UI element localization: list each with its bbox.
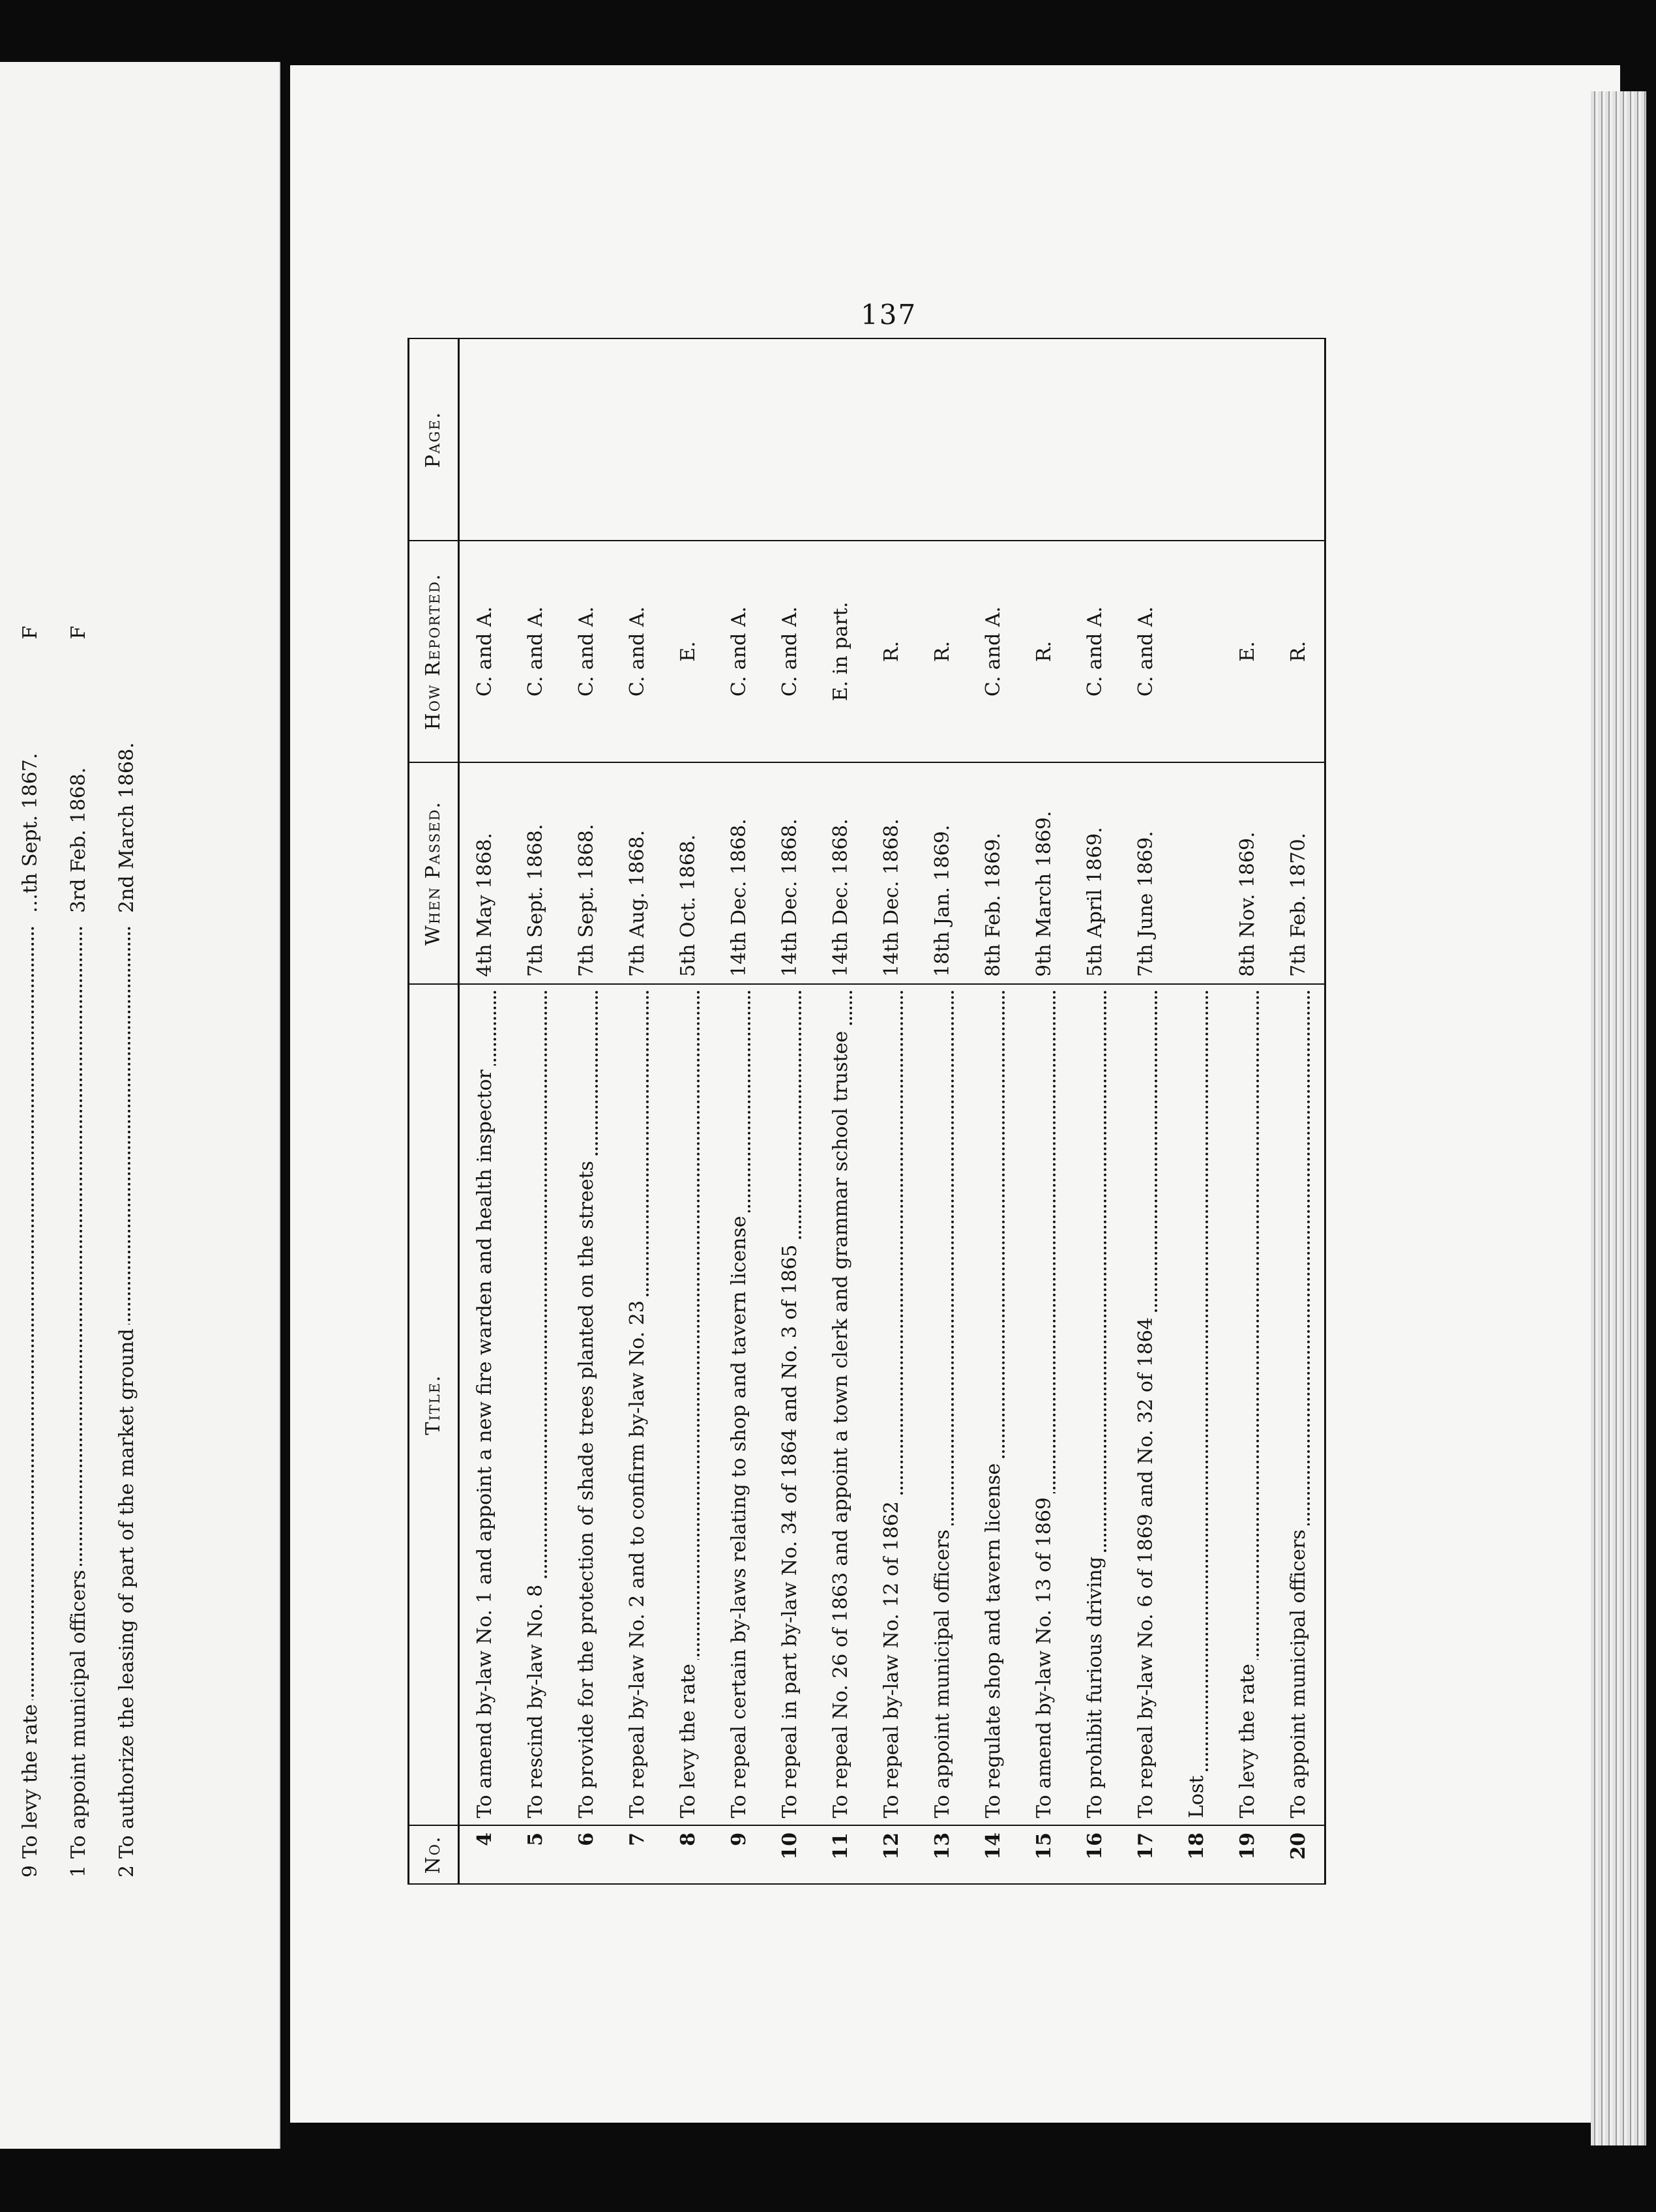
table-header-row — [409, 338, 459, 1884]
list-item-how-reported: F — [19, 625, 42, 640]
row-when-passed: 8th Feb. 1869. — [968, 762, 1019, 984]
row-title — [1172, 984, 1222, 1825]
row-number: 18 — [1172, 1825, 1222, 1884]
row-how-reported: C. and A. — [714, 541, 765, 762]
row-how-reported: C. and A. — [1121, 541, 1172, 762]
row-when-passed: 4th May 1868. — [458, 762, 510, 984]
bylaw-table-container — [407, 339, 1353, 1885]
row-title — [663, 984, 714, 1825]
row-title-text: To repeal in part by-law No. 34 of 1864 and No. 3 of 1865 — [778, 1241, 801, 1818]
row-title-text: To repeal by-law No. 6 of 1869 and No. 32 of 1864 — [1134, 1313, 1157, 1818]
row-how-reported: C. and A. — [561, 541, 612, 762]
row-how-reported: C. and A. — [968, 541, 1019, 762]
row-page — [917, 338, 968, 541]
row-when-passed: 7th Sept. 1868. — [561, 762, 612, 984]
table-row — [765, 338, 816, 1884]
row-page — [663, 338, 714, 541]
row-number: 10 — [765, 1825, 816, 1884]
row-how-reported: E. in part. — [816, 541, 866, 762]
row-number: 5 — [510, 1825, 561, 1884]
row-when-passed: 9th March 1869. — [1019, 762, 1070, 984]
row-how-reported: C. and A. — [458, 541, 510, 762]
list-item-title-text: To appoint municipal officers — [67, 1566, 90, 1859]
row-number: 9 — [714, 1825, 765, 1884]
row-when-passed: 14th Dec. 1868. — [816, 762, 866, 984]
row-number: 14 — [968, 1825, 1019, 1884]
row-title-text: To amend by-law No. 1 and appoint a new fire warden and health inspector — [473, 1066, 496, 1818]
row-page — [1019, 338, 1070, 541]
row-when-passed: 14th Dec. 1868. — [714, 762, 765, 984]
row-page — [561, 338, 612, 541]
row-number: 8 — [663, 1825, 714, 1884]
row-number: 15 — [1019, 1825, 1070, 1884]
list-item — [55, 130, 103, 1891]
row-page — [816, 338, 866, 541]
row-page — [968, 338, 1019, 541]
row-when-passed: 18th Jan. 1869. — [917, 762, 968, 984]
row-number: 17 — [1121, 1825, 1172, 1884]
table-row — [1172, 338, 1222, 1884]
list-item-number: 1 — [67, 1865, 91, 1878]
page-number: 137 — [861, 299, 917, 331]
row-page — [612, 338, 663, 541]
row-number: 12 — [866, 1825, 917, 1884]
table-row — [866, 338, 917, 1884]
row-title — [1273, 984, 1325, 1825]
row-when-passed: 7th Feb. 1870. — [1273, 762, 1325, 984]
list-item-title — [115, 926, 140, 1859]
table-row — [968, 338, 1019, 1884]
list-item-title-text: To authorize the leasing of part of the market ground — [115, 1324, 138, 1859]
row-page — [1222, 338, 1273, 541]
row-title — [866, 984, 917, 1825]
list-item-number: 2 — [115, 1865, 139, 1878]
row-when-passed: 8th Nov. 1869. — [1222, 762, 1273, 984]
table-row — [1121, 338, 1172, 1884]
row-title — [612, 984, 663, 1825]
row-page — [765, 338, 816, 541]
row-page — [1121, 338, 1172, 541]
row-how-reported: R. — [1019, 541, 1070, 762]
row-page — [1070, 338, 1121, 541]
row-when-passed: 5th Oct. 1868. — [663, 762, 714, 984]
row-number: 7 — [612, 1825, 663, 1884]
row-title-text: To appoint municipal officers — [1287, 1525, 1310, 1818]
header-page: Page. — [409, 338, 459, 541]
row-title-text: To repeal by-law No. 2 and to confirm by-law No. 23 — [626, 1296, 649, 1818]
row-when-passed: 14th Dec. 1868. — [866, 762, 917, 984]
row-page — [714, 338, 765, 541]
row-number: 11 — [816, 1825, 866, 1884]
row-how-reported: C. and A. — [1070, 541, 1121, 762]
row-how-reported — [1172, 541, 1222, 762]
row-title — [561, 984, 612, 1825]
list-item-title — [67, 926, 91, 1859]
row-number: 13 — [917, 1825, 968, 1884]
list-item-number: 9 — [19, 1865, 42, 1878]
row-title-text: To regulate shop and tavern license — [982, 1459, 1005, 1818]
row-page — [458, 338, 510, 541]
row-page — [866, 338, 917, 541]
header-how-reported: How Reported. — [409, 541, 459, 762]
table-row — [917, 338, 968, 1884]
row-title — [917, 984, 968, 1825]
row-how-reported: R. — [866, 541, 917, 762]
row-page — [510, 338, 561, 541]
row-title-text: To repeal by-law No. 12 of 1862 — [880, 1497, 903, 1818]
previous-page-list — [7, 130, 151, 1891]
row-title — [1070, 984, 1121, 1825]
list-item-when-passed: …th Sept. 1867. — [19, 753, 42, 913]
row-title — [765, 984, 816, 1825]
row-number: 4 — [458, 1825, 510, 1884]
table-row — [1222, 338, 1273, 1884]
row-title — [458, 984, 510, 1825]
row-when-passed: 7th Aug. 1868. — [612, 762, 663, 984]
row-number: 16 — [1070, 1825, 1121, 1884]
page-edges — [1591, 91, 1646, 2145]
row-how-reported: C. and A. — [612, 541, 663, 762]
table-row — [510, 338, 561, 1884]
row-page — [1172, 338, 1222, 541]
table-row — [1273, 338, 1325, 1884]
row-when-passed: 5th April 1869. — [1070, 762, 1121, 984]
header-title: Title. — [409, 984, 459, 1825]
row-when-passed: 14th Dec. 1868. — [765, 762, 816, 984]
table-row — [1019, 338, 1070, 1884]
bylaw-table — [407, 338, 1326, 1885]
row-title — [968, 984, 1019, 1825]
row-title — [510, 984, 561, 1825]
list-item — [7, 130, 55, 1891]
dot-leader — [1205, 990, 1208, 1818]
row-title-text: To rescind by-law No. 8 — [524, 1581, 547, 1818]
list-item-title — [18, 926, 43, 1859]
row-number: 6 — [561, 1825, 612, 1884]
list-item-title-text: To levy the rate — [19, 1700, 42, 1859]
row-how-reported: E. — [1222, 541, 1273, 762]
table-row — [561, 338, 612, 1884]
list-item-when-passed: 2nd March 1868. — [115, 742, 139, 913]
header-passed: When Passed. — [409, 762, 459, 984]
row-title-text: To repeal No. 26 of 1863 and appoint a town clerk and grammar school trustee — [829, 1027, 852, 1818]
list-item-when-passed: 3rd Feb. 1868. — [67, 767, 91, 913]
table-row — [458, 338, 510, 1884]
row-title-text: To levy the rate — [1236, 1660, 1259, 1818]
row-title — [1121, 984, 1172, 1825]
row-when-passed — [1172, 762, 1222, 984]
table-row — [663, 338, 714, 1884]
table-row — [714, 338, 765, 1884]
row-title — [1019, 984, 1070, 1825]
row-when-passed: 7th June 1869. — [1121, 762, 1172, 984]
row-title-text: Lost — [1185, 1772, 1208, 1818]
row-title — [714, 984, 765, 1825]
row-title — [1222, 984, 1273, 1825]
table-row — [816, 338, 866, 1884]
row-title-text: To appoint municipal officers — [931, 1525, 954, 1818]
row-title — [816, 984, 866, 1825]
row-how-reported: R. — [1273, 541, 1325, 762]
row-how-reported: C. and A. — [510, 541, 561, 762]
row-number: 20 — [1273, 1825, 1325, 1884]
row-title-text: To repeal certain by-laws relating to shop and tavern license — [728, 1212, 750, 1818]
row-how-reported: C. and A. — [765, 541, 816, 762]
table-row — [612, 338, 663, 1884]
previous-page-content — [7, 130, 215, 1891]
row-how-reported: R. — [917, 541, 968, 762]
list-item — [103, 130, 151, 1891]
row-title-text: To amend by-law No. 13 of 1869 — [1033, 1493, 1056, 1818]
header-no: No. — [409, 1825, 459, 1884]
row-how-reported: E. — [663, 541, 714, 762]
row-when-passed: 7th Sept. 1868. — [510, 762, 561, 984]
table-body — [458, 338, 1325, 1884]
row-page — [1273, 338, 1325, 541]
row-title-text: To prohibit furious driving — [1084, 1553, 1106, 1818]
row-number: 19 — [1222, 1825, 1273, 1884]
row-title-text: To provide for the protection of shade trees planted on the streets — [575, 1157, 598, 1818]
row-title-text: To levy the rate — [677, 1660, 700, 1818]
list-item-how-reported: F — [67, 625, 91, 640]
table-row — [1070, 338, 1121, 1884]
